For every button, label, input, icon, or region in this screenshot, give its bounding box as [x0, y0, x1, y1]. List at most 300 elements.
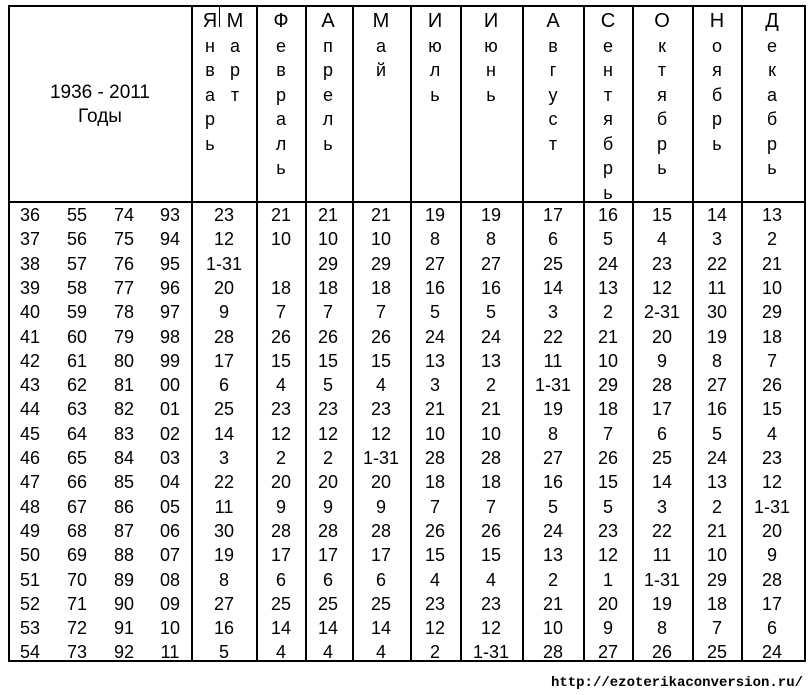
year-cell: 04 — [159, 472, 181, 493]
day-cell: 6 — [218, 375, 229, 396]
year-cell: 07 — [159, 545, 181, 566]
day-cell: 25 — [317, 593, 339, 614]
day-cell — [257, 252, 305, 276]
day-cell: 17 — [651, 399, 673, 420]
year-cell: 43 — [19, 375, 41, 396]
year-cell: 80 — [113, 350, 135, 371]
year-cell: 00 — [159, 375, 181, 396]
day-cell: 12 — [370, 423, 392, 444]
day-cell: 3 — [711, 229, 722, 250]
day-cell: 17 — [317, 545, 339, 566]
year-cell: 65 — [66, 448, 88, 468]
year-cell: 81 — [113, 375, 135, 396]
day-cell: 23 — [597, 520, 619, 541]
day-cell: 17 — [761, 593, 783, 614]
year-cell: 50 — [19, 545, 41, 566]
day-cell: 21 — [706, 520, 728, 541]
day-cell: 30 — [213, 520, 235, 541]
day-cell: 21 — [761, 253, 783, 274]
month-letter: М — [372, 10, 390, 32]
year-cell: 03 — [159, 448, 181, 468]
month-letter: р — [204, 109, 215, 129]
month-letter: н — [205, 35, 215, 56]
day-cell: 24 — [597, 253, 619, 274]
day-cell: 7 — [485, 496, 496, 517]
day-cell: 17 — [542, 205, 564, 225]
month-letter: р — [656, 133, 667, 154]
day-cell: 21 — [480, 399, 502, 420]
day-cell: 7 — [711, 618, 722, 639]
month-letter: р — [711, 109, 722, 129]
month-letter: ь — [323, 133, 333, 154]
day-cell: 14 — [370, 618, 392, 639]
year-cell: 92 — [113, 642, 135, 663]
day-cell: 23 — [270, 399, 292, 420]
day-cell: 29 — [597, 375, 619, 396]
day-cell: 16 — [597, 205, 619, 225]
day-cell: 5 — [602, 496, 613, 517]
month-letter: в — [205, 60, 215, 80]
day-cell: 20 — [317, 472, 339, 493]
month-letter: ь — [486, 84, 496, 105]
day-cell: 7 — [275, 302, 286, 323]
month-letter: е — [322, 84, 333, 105]
year-cell: 58 — [66, 277, 88, 298]
month-letter: н — [486, 60, 496, 80]
month-letter: е — [766, 35, 777, 56]
year-cell: 76 — [113, 253, 135, 274]
year-cell: 87 — [113, 520, 135, 541]
day-cell: 18 — [317, 277, 339, 298]
month-letter: О — [654, 10, 670, 32]
month-letter: ю — [428, 35, 442, 56]
day-cell: 2 — [711, 496, 722, 517]
month-letter: т — [603, 84, 613, 105]
day-cell: 18 — [370, 277, 392, 298]
day-cell: 25 — [370, 593, 392, 614]
day-cell: 28 — [424, 448, 446, 468]
day-cell: 13 — [424, 350, 446, 371]
day-cell: 26 — [370, 326, 392, 347]
year-cell: 70 — [66, 569, 88, 590]
month-letter: а — [766, 84, 777, 105]
month-letter: я — [657, 84, 667, 105]
month-header-10 — [650, 9, 674, 181]
year-cell: 40 — [19, 302, 41, 323]
year-cell: 41 — [19, 326, 41, 347]
day-cell: 29 — [370, 253, 392, 274]
day-cell: 10 — [480, 423, 502, 444]
day-cell: 12 — [651, 277, 673, 298]
day-cell: 22 — [213, 472, 235, 493]
month-letter: ь — [712, 133, 722, 154]
day-cell: 8 — [656, 618, 667, 639]
day-cell: 2 — [429, 642, 440, 663]
year-cell: 73 — [66, 642, 88, 663]
day-cell: 23 — [424, 593, 446, 614]
day-cell: 10 — [706, 545, 728, 566]
day-cell: 24 — [424, 326, 446, 347]
day-cell: 27 — [480, 253, 502, 274]
day-cell: 18 — [597, 399, 619, 420]
day-cell: 9 — [375, 496, 386, 517]
day-cell: 6 — [322, 569, 333, 590]
day-cell: 11 — [707, 277, 727, 298]
day-cell: 25 — [270, 593, 292, 614]
month-letter: р — [766, 133, 777, 154]
day-cell: 12 — [317, 423, 339, 444]
day-cell: 22 — [651, 520, 673, 541]
year-cell: 93 — [159, 205, 181, 225]
day-cell: 5 — [547, 496, 558, 517]
year-cell: 56 — [66, 229, 88, 250]
year-cell: 96 — [159, 277, 181, 298]
year-cell: 60 — [66, 326, 88, 347]
month-letter: ь — [430, 84, 440, 105]
year-cell: 52 — [19, 593, 41, 614]
month-letter: Н — [709, 10, 725, 32]
month-letter: к — [768, 60, 776, 80]
year-cell: 10 — [159, 618, 181, 639]
month-letter: б — [711, 84, 723, 105]
day-cell: 24 — [480, 326, 502, 347]
day-cell: 11 — [214, 496, 234, 517]
day-cell: 26 — [424, 520, 446, 541]
month-letter: е — [275, 35, 286, 56]
year-cell: 95 — [159, 253, 181, 274]
day-cell: 26 — [270, 326, 292, 347]
day-cell: 15 — [597, 472, 619, 493]
day-cell: 21 — [317, 205, 339, 225]
day-cell: 16 — [706, 399, 728, 420]
day-cell: 16 — [424, 277, 446, 298]
month-letter: п — [323, 35, 333, 56]
month-letter: л — [322, 109, 334, 129]
month-letter: й — [375, 60, 387, 80]
day-cell: 20 — [597, 593, 619, 614]
day-cell: 2 — [547, 569, 558, 590]
day-cell: 2 — [275, 448, 286, 468]
day-cell: 21 — [270, 205, 292, 225]
day-cell: 2-31 — [643, 302, 681, 323]
day-cell: 5 — [711, 423, 722, 444]
day-cell: 23 — [370, 399, 392, 420]
month-letter: т — [230, 84, 240, 105]
day-cell: 20 — [370, 472, 392, 493]
sep-column-divider — [632, 5, 634, 662]
year-cell: 05 — [159, 496, 181, 517]
day-cell: 9 — [602, 618, 613, 639]
year-cell: 46 — [19, 448, 41, 468]
day-cell: 3 — [656, 496, 667, 517]
year-cell: 67 — [66, 496, 88, 517]
day-cell: 14 — [706, 205, 728, 225]
month-letter: в — [276, 60, 286, 80]
day-cell: 3 — [218, 448, 229, 468]
day-cell: 28 — [270, 520, 292, 541]
day-cell: 7 — [429, 496, 440, 517]
day-cell: 14 — [213, 423, 235, 444]
day-cell: 15 — [370, 350, 392, 371]
day-cell: 4 — [275, 375, 286, 396]
year-cell: 59 — [66, 302, 88, 323]
month-letter: С — [600, 10, 616, 32]
month-letter: о — [711, 35, 722, 56]
day-cell: 9 — [275, 496, 286, 517]
day-cell: 14 — [542, 277, 564, 298]
year-cell: 83 — [113, 423, 135, 444]
month-letter: б — [656, 109, 668, 129]
day-cell: 2 — [602, 302, 613, 323]
day-cell: 21 — [542, 593, 564, 614]
day-cell: 18 — [270, 277, 292, 298]
month-header-8 — [541, 9, 565, 156]
year-cell: 86 — [113, 496, 135, 517]
day-cell: 23 — [480, 593, 502, 614]
month-header-9 — [596, 9, 620, 205]
year-cell: 68 — [66, 520, 88, 541]
day-cell: 29 — [706, 569, 728, 590]
year-cell: 89 — [113, 569, 135, 590]
year-cell: 57 — [66, 253, 88, 274]
day-cell: 28 — [651, 375, 673, 396]
month-header-6 — [423, 9, 447, 107]
day-cell: 15 — [317, 350, 339, 371]
day-cell: 17 — [213, 350, 235, 371]
day-cell: 21 — [597, 326, 619, 347]
day-cell: 6 — [766, 618, 777, 639]
year-cell: 79 — [113, 326, 135, 347]
years-range: 1936 - 2011 — [49, 82, 150, 103]
day-cell: 23 — [651, 253, 673, 274]
month-letter: б — [602, 133, 614, 154]
month-letter: И — [483, 10, 499, 32]
day-cell: 4 — [766, 423, 777, 444]
year-cell: 45 — [19, 423, 41, 444]
month-header-3 — [269, 9, 293, 181]
day-cell: 8 — [218, 569, 229, 590]
year-cell: 09 — [159, 593, 181, 614]
month-letter: е — [602, 35, 613, 56]
day-cell: 9 — [656, 350, 667, 371]
day-cell: 23 — [317, 399, 339, 420]
month-letter: л — [429, 60, 441, 80]
month-letter: б — [766, 109, 778, 129]
year-cell: 71 — [66, 593, 88, 614]
year-cell: 78 — [113, 302, 135, 323]
year-cell: 38 — [19, 253, 41, 274]
day-cell: 15 — [424, 545, 446, 566]
day-cell: 24 — [706, 448, 728, 468]
year-cell: 47 — [19, 472, 41, 493]
day-cell: 15 — [651, 205, 673, 225]
month-letter: я — [712, 60, 722, 80]
day-cell: 24 — [761, 642, 783, 663]
month-letter: н — [603, 60, 613, 80]
years-label: Годы — [78, 106, 122, 127]
month-header-5 — [369, 9, 393, 83]
year-cell: 85 — [113, 472, 135, 493]
day-cell: 3 — [547, 302, 558, 323]
day-cell: 18 — [761, 326, 783, 347]
day-cell: 1-31 — [643, 569, 681, 590]
month-letter: ю — [484, 35, 498, 56]
year-cell: 72 — [66, 618, 88, 639]
day-cell: 12 — [480, 618, 502, 639]
day-cell: 1-31 — [362, 448, 400, 468]
month-letter: у — [548, 84, 558, 105]
day-cell: 10 — [542, 618, 564, 639]
day-cell: 23 — [213, 205, 235, 225]
day-cell: 27 — [424, 253, 446, 274]
day-cell: 20 — [761, 520, 783, 541]
day-cell: 4 — [429, 569, 440, 590]
month-header-12 — [760, 9, 784, 181]
day-cell: 13 — [480, 350, 502, 371]
year-cell: 91 — [113, 618, 135, 639]
day-cell: 12 — [597, 545, 619, 566]
year-cell: 49 — [19, 520, 41, 541]
day-cell: 28 — [480, 448, 502, 468]
month-header-11 — [705, 9, 729, 156]
day-cell: 25 — [706, 642, 728, 663]
year-cell: 06 — [159, 520, 181, 541]
day-cell: 15 — [761, 399, 783, 420]
year-cell: 66 — [66, 472, 88, 493]
day-cell: 12 — [213, 229, 235, 250]
year-cell: 11 — [160, 642, 180, 663]
day-cell: 7 — [766, 350, 777, 371]
day-cell: 28 — [370, 520, 392, 541]
year-cell: 48 — [19, 496, 41, 517]
day-cell: 11 — [543, 350, 563, 371]
nov-column-divider — [741, 5, 743, 662]
month-letter: я — [603, 109, 613, 129]
day-cell: 6 — [656, 423, 667, 444]
day-cell: 25 — [651, 448, 673, 468]
month-letter: а — [229, 35, 240, 56]
day-cell: 16 — [542, 472, 564, 493]
day-cell: 13 — [597, 277, 619, 298]
year-cell: 84 — [113, 448, 135, 468]
year-cell: 08 — [159, 569, 181, 590]
year-cell: 01 — [159, 399, 181, 420]
month-letter: а — [375, 35, 386, 56]
day-cell: 3 — [429, 375, 440, 396]
month-letter: А — [321, 10, 335, 32]
day-cell: 13 — [542, 545, 564, 566]
month-letter: р — [275, 84, 286, 105]
day-cell: 16 — [480, 277, 502, 298]
day-cell: 29 — [317, 253, 339, 274]
month-header-4 — [316, 9, 340, 156]
day-cell: 6 — [547, 229, 558, 250]
month-header-1 — [198, 9, 222, 156]
day-cell: 27 — [213, 593, 235, 614]
day-cell: 5 — [322, 375, 333, 396]
day-cell: 16 — [213, 618, 235, 639]
day-cell: 30 — [706, 302, 728, 323]
day-cell: 22 — [542, 326, 564, 347]
day-cell: 28 — [317, 520, 339, 541]
year-cell: 82 — [113, 399, 135, 420]
day-cell: 20 — [651, 326, 673, 347]
day-cell: 22 — [706, 253, 728, 274]
day-cell: 1-31 — [753, 496, 791, 517]
day-cell: 13 — [761, 205, 783, 225]
year-cell: 99 — [159, 350, 181, 371]
day-cell: 29 — [761, 302, 783, 323]
month-letter: ь — [657, 158, 667, 178]
month-letter: М — [226, 10, 244, 32]
day-cell: 27 — [542, 448, 564, 468]
day-cell: 6 — [275, 569, 286, 590]
day-cell: 12 — [761, 472, 783, 493]
day-cell: 1-31 — [205, 253, 243, 274]
year-cell: 94 — [159, 229, 181, 250]
day-cell: 12 — [270, 423, 292, 444]
day-cell: 4 — [375, 375, 386, 396]
month-letter: ь — [767, 158, 777, 178]
year-cell: 90 — [113, 593, 135, 614]
year-cell: 98 — [159, 326, 181, 347]
year-cell: 75 — [113, 229, 135, 250]
day-cell: 10 — [597, 350, 619, 371]
month-letter: А — [546, 10, 560, 32]
month-letter: г — [549, 60, 557, 80]
day-cell: 4 — [656, 229, 667, 250]
day-cell: 8 — [485, 229, 496, 250]
day-cell: 7 — [322, 302, 333, 323]
day-cell: 6 — [375, 569, 386, 590]
year-cell: 44 — [19, 399, 41, 420]
day-cell: 20 — [213, 277, 235, 298]
source-url[interactable]: http://ezoterikaconversion.ru/ — [550, 675, 803, 691]
day-cell: 4 — [485, 569, 496, 590]
day-cell: 26 — [761, 375, 783, 396]
month-letter: с — [548, 109, 558, 129]
month-letter: И — [427, 10, 443, 32]
day-cell: 7 — [602, 423, 613, 444]
month-letter: р — [322, 60, 333, 80]
day-cell: 25 — [542, 253, 564, 274]
day-cell: 12 — [424, 618, 446, 639]
day-cell: 2 — [322, 448, 333, 468]
day-cell: 14 — [270, 618, 292, 639]
day-cell: 19 — [213, 545, 235, 566]
year-cell: 77 — [113, 277, 135, 298]
day-cell: 10 — [270, 229, 292, 250]
day-cell: 4 — [275, 642, 286, 663]
month-letter: Я — [202, 10, 218, 32]
apr-column-divider — [352, 5, 354, 662]
jun-column-divider — [522, 5, 524, 662]
table-top-border — [8, 5, 806, 7]
month-header-2 — [223, 9, 247, 107]
day-cell: 5 — [485, 302, 496, 323]
month-letter: ь — [276, 158, 286, 178]
day-cell: 19 — [542, 399, 564, 420]
day-cell: 14 — [651, 472, 673, 493]
day-cell: 5 — [218, 642, 229, 663]
day-cell: 1-31 — [534, 375, 572, 396]
month-letter: в — [548, 35, 558, 56]
year-cell: 53 — [19, 618, 41, 639]
day-cell: 5 — [602, 229, 613, 250]
year-cell: 88 — [113, 545, 135, 566]
year-cell: 51 — [19, 569, 41, 590]
month-letter: ь — [603, 182, 613, 203]
